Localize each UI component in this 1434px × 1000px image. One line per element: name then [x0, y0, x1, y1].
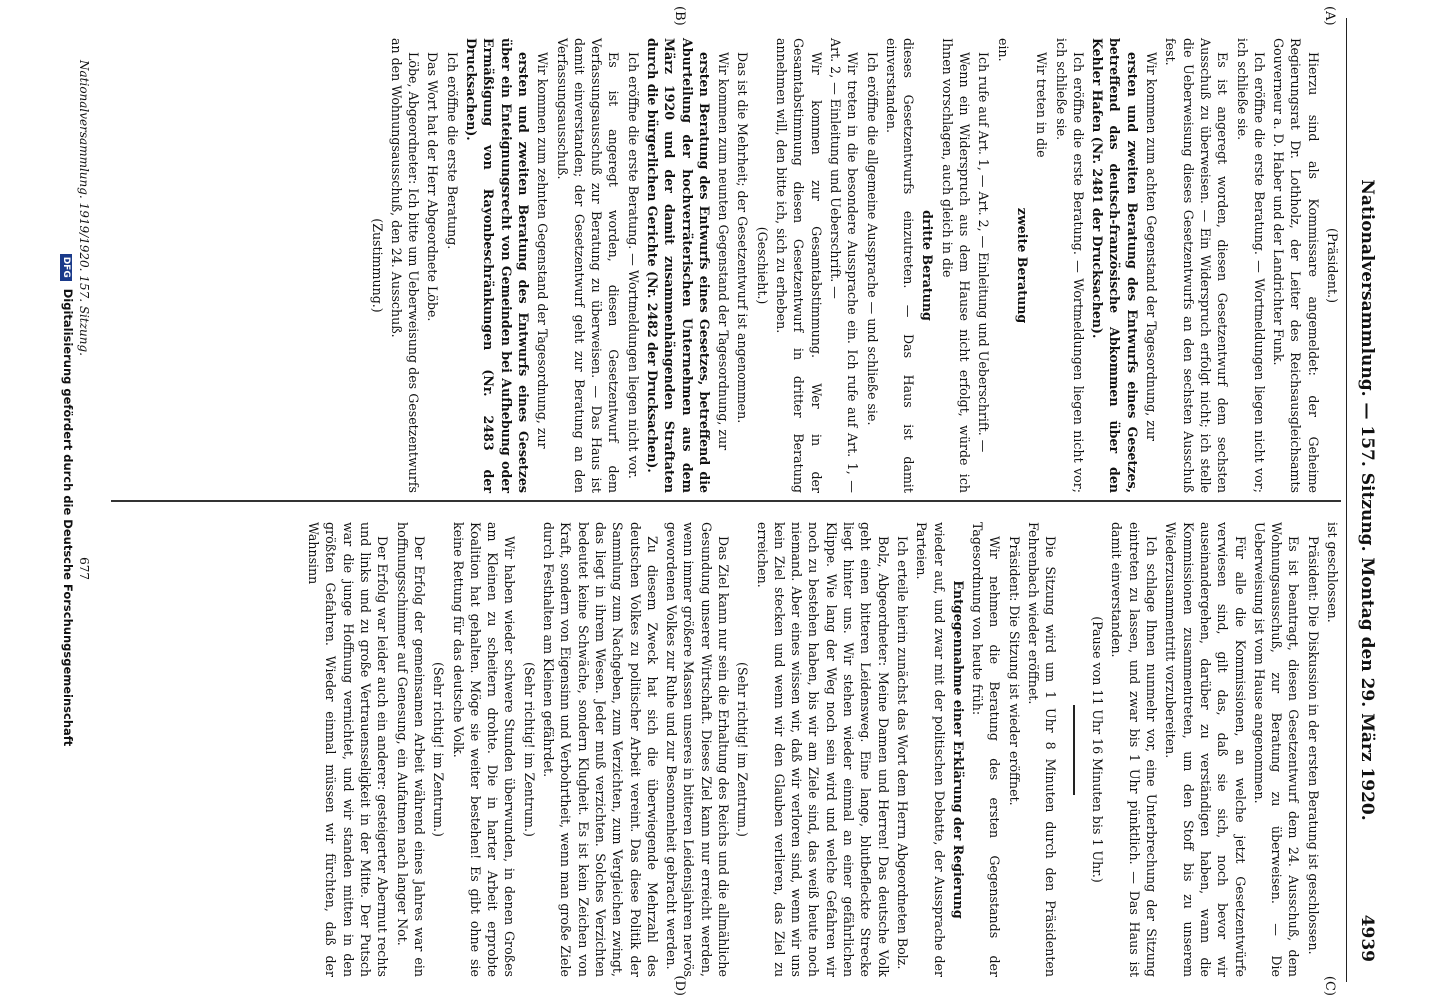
- left_column-paragraph: Wir kommen zum achten Gegenstand der Tagesordnung, zur: [1144, 52, 1160, 442]
- left_column-paragraph: Wir kommen zum zehnten Gegenstand der Tagesordnung, zur: [535, 52, 551, 449]
- section-separator: [1073, 705, 1075, 795]
- left_column-paragraph: ein.: [995, 38, 1011, 62]
- right_column-paragraph: Für alle die Kommissionen, an welche jetzt Gesetzentwürfe verwiesen sind, gilt das, daß sie sich, noch bevor wir auseinandergehen, darüber zu verständigen haben, wann die Kommissionen zusammentreten, um den Stoff bis zu unserem Wiederzusammentritt vorzubereiten.: [1163, 522, 1248, 977]
- right_column-paragraph: Der Erfolg war leider auch ein anderer: gesteigerter Abermut rechts und links und zu große Vertrauensseligkeit in der Mitte. Der Putsch war die junge Hoffnung vernichtet, und wir standen mitten in den größten Gefahren. Wieder einmal müssen wir fürchten, daß der Wahnsinn: [306, 522, 391, 977]
- right_column-paragraph: wieder auf, und zwar mit der politischen Debatte, der Aussprache der Parteien.: [914, 522, 947, 977]
- left_column-paragraph: Wir kommen zur Gesamtabstimmung. Wer in der Gesamtabstimmung diesen Gesetzentwurf in dritter Beratung annehmen will, den bitte ich, sich zu erheben.: [774, 38, 824, 493]
- right_column-paragraph: Präsident: Die Diskussion in der ersten Beratung ist geschlossen.: [1305, 536, 1321, 955]
- right_column-paragraph: Der Erfolg der gemeinsamen Arbeit während eines Jahres war ein hoffnungsschimmer auf Genesung, ein Aufatmen nach langer Not.: [394, 522, 427, 977]
- left_column-paragraph: dieses Gesetzentwurfs einzutreten. — Das Haus ist damit einverstanden.: [883, 38, 917, 493]
- right-column: [303, 522, 1341, 977]
- right_column-paragraph: (Sehr richtig! im Zentrum.): [521, 662, 537, 837]
- rotated-page: [47, 0, 1387, 1000]
- digitization-text: Digitalisierung gefördert durch die Deutsche Forschungsgemeinschaft: [61, 288, 75, 747]
- margin-mark-a: (A): [1322, 6, 1337, 26]
- left_column-paragraph: Ich eröffne die erste Beratung.: [444, 52, 460, 250]
- footer-left: Nationalversammlung. 1919/1920. 157. Sitzung.: [77, 60, 91, 356]
- right_column-paragraph: (Pause von 11 Uhr 16 Minuten bis 1 Uhr.): [1090, 616, 1106, 883]
- right_column-paragraph: Wir haben wieder schwere Stunden überwunden, in denen Großes am Kleinen zu scheitern drohte. Die in harter Arbeit erprobte Koalition hat gehalten. Möge sie weiter bestehen! Es gibt ohne sie keine Rettung für das deutsche Volk.: [450, 522, 518, 977]
- digitization-note: [60, 0, 75, 1000]
- left_column-paragraph: zweite Beratung: [1014, 207, 1030, 324]
- header-title: Nationalversammlung. — 157. Sitzung. Montag den 29. März 1920.: [1357, 179, 1377, 821]
- left_column-paragraph: Ich eröffne die erste Beratung. — Wortmeldungen liegen nicht vor; ich schließe sie.: [1053, 38, 1086, 493]
- left_column-paragraph: Ich rufe auf Art. 1, — Art. 2, — Einleitung und Ueberschrift. —: [976, 52, 992, 453]
- right_column-paragraph: ist geschlossen.: [1325, 522, 1340, 623]
- left_column-paragraph: (Zustimmung.): [369, 218, 385, 313]
- right_column-paragraph: Die Sitzung wird um 1 Uhr 8 Minuten durch den Präsidenten Fehrenbach wieder eröffnet.: [1026, 522, 1059, 977]
- left_column-paragraph: ersten und zweiten Beratung des Entwurfs eines Gesetzes über ein Enteignungsrecht von Gemeinden bei Aufhebung oder Ermäßigung von Rayonbeschränkungen (Nr. 2483 der Drucksachen).: [464, 38, 531, 493]
- right_column-paragraph: Entgegennahme einer Erklärung der Regierung: [950, 580, 966, 919]
- right_column-paragraph: Zu diesem Zweck hat sich die überwiegende Mehrzahl des deutschen Volkes zu politischer Arbeit vereint. Das diese Politik der Sammlung zum Nachgeben, zum Verzichten, zum Vergleichen zwingt, das liegt in ihrem Wesen. Jeder muß verzichten. Solches Verzichten bedeutet keine Schwäche, sondern Klugheit. Es ist kein Zeichen von Kraft, sondern von Eigensinn und Verbohrtheit, wenn man große Ziele durch Festhalten am Kleinen gefährdet.: [541, 522, 660, 977]
- left_column-paragraph: Ich eröffne die erste Beratung. — Wortmeldungen liegen nicht vor.: [625, 52, 641, 479]
- left_column-paragraph: Das ist die Mehrheit; der Gesetzentwurf ist angenommen.: [735, 52, 751, 424]
- left_column-paragraph: Ich eröffne die allgemeine Aussprache — und schließe sie.: [864, 52, 880, 426]
- right_column-paragraph: (Sehr richtig! im Zentrum.): [431, 662, 447, 837]
- right_column-paragraph: Präsident: Die Sitzung ist wieder eröffnet.: [1006, 536, 1022, 806]
- left_column-paragraph: Löbe, Abgeordneter: Ich bitte um Ueberweisung des Gesetzentwurfs an den Wohnungsausschuß, den 24. Ausschuß.: [388, 38, 422, 493]
- left_column-paragraph: dritte Beratung: [920, 210, 936, 321]
- footer-page-number: 677: [77, 557, 91, 580]
- right_column-paragraph: Wir nehmen die Beratung des ersten Gegenstands der Tagesordnung von heute früh:: [970, 522, 1003, 977]
- margin-mark-b: (B): [672, 6, 687, 26]
- right_column-paragraph: Ich erteile hierin zunächst das Wort dem Herrn Abgeordneten Bolz.: [894, 536, 910, 970]
- left_column-paragraph: Wir treten in die: [1034, 52, 1050, 158]
- left_column-paragraph: Ich eröffne die erste Beratung. — Wortmeldungen liegen nicht vor; ich schließe sie.: [1234, 38, 1267, 493]
- column-divider: [111, 500, 1341, 502]
- page-header: [1346, 18, 1381, 982]
- left_column-paragraph: Wenn ein Widerspruch aus dem Hause nicht erfolgt, würde ich Ihnen vorschlagen, auch gleich in die: [939, 38, 973, 493]
- left_column-paragraph: Hierzu sind als Kommissare angemeldet: der Geheime Regierungsrat Dr. Lothholz, der Leiter des Reichsausgleichsamts Gouverneur a. D. Haber und der Landrichter Funk.: [1271, 38, 1321, 493]
- header-page-number: 4939: [1357, 914, 1377, 962]
- left_column-paragraph: ersten Beratung des Entwurfs eines Gesetzes, betreffend die Aburteilung der hochverräterischen Unternehmen aus dem März 1920 und der damit zusammenhängenden Straftaten durch die bürgerlichen Gerichte (Nr. 2482 der Drucksachen).: [645, 38, 712, 493]
- left-column: [366, 38, 1341, 493]
- right_column-paragraph: Ich schlage Ihnen nunmehr vor, eine Unterbrechung der Sitzung eintreten zu lassen, und zwar bis 1 Uhr pünktlich. — Das Haus ist damit einverstanden.: [1109, 522, 1160, 977]
- dfg-logo: DFG: [60, 254, 72, 281]
- margin-mark-d: (D): [672, 975, 687, 996]
- left_column-paragraph: Es ist angeregt worden, diesen Gesetzentwurf dem sechsten Ausschuß zu überweisen. — Ein Widerspruch erfolgt nicht; ich stelle die Ueberweisung dieses Gesetzentwurfs an den sechsten Ausschuß fest.: [1163, 38, 1231, 493]
- left_column-paragraph: Wir kommen zum neunten Gegenstand der Tagesordnung, zur: [716, 52, 732, 451]
- right_column-paragraph: Das Ziel kann nur sein die Erhaltung des Reichs und die allmähliche Gesundung unserer Wirtschaft. Dieses Ziel kann nur erreicht werden, wenn immer größere Massen unseres in bitteren Leidensjahren nervös gewordenen Volkes zur Ruhe und zur Besonnenheit gebracht werden.: [664, 522, 731, 978]
- margin-mark-c: (C): [1322, 975, 1337, 996]
- left_column-paragraph: (Präsident.): [1325, 227, 1340, 303]
- right_column-paragraph: Bolz, Abgeordneter: Meine Damen und Herren! Das deutsche Volk geht einen bitteren Leidensweg. Eine lange, blutbefleckte Strecke liegt hinter uns. Wir stehen wieder einmal an einer gefährlichen Klippe. Wie lang der Weg noch sein wird und welche Gefahren wir noch zu bestehen haben, bis wir am Ziele sind, das weiß heute noch niemand. Aber eines wissen wir, daß wir verloren sind, wenn wir uns kein Ziel stecken und wenn wir den Glauben verlieren, das Ziel zu erreichen.: [754, 522, 891, 977]
- left_column-paragraph: Es ist angeregt worden, diesen Gesetzentwurf dem Verfassungsausschuß zur Beratung zu überweisen. — Das Haus ist damit einverstanden; der Gesetzentwurf geht zur Beratung an den Verfassungsausschuß.: [554, 38, 622, 493]
- left_column-paragraph: Das Wort hat der Herr Abgeordnete Löbe.: [425, 52, 441, 322]
- left_column-paragraph: (Geschieht.): [754, 226, 770, 305]
- left_column-paragraph: ersten und zweiten Beratung des Entwurfs eines Gesetzes, betreffend das deutsch-französische Abkommen über den Kehler Hafen (Nr. 2481 der Drucksachen).: [1090, 38, 1140, 493]
- right_column-paragraph: (Sehr richtig! im Zentrum.): [735, 662, 751, 837]
- right_column-paragraph: Es ist beantragt, diesen Gesetzentwurf dem 24. Ausschuß, dem Wohnungsausschuß, zur Beratung zu überweisen. — Die Ueberweisung ist vom Hause angenommen.: [1251, 522, 1302, 977]
- left_column-paragraph: Wir treten in die besondere Aussprache ein. Ich rufe auf Art. 1, — Art. 2, — Einleitung und Ueberschrift. —: [827, 38, 861, 493]
